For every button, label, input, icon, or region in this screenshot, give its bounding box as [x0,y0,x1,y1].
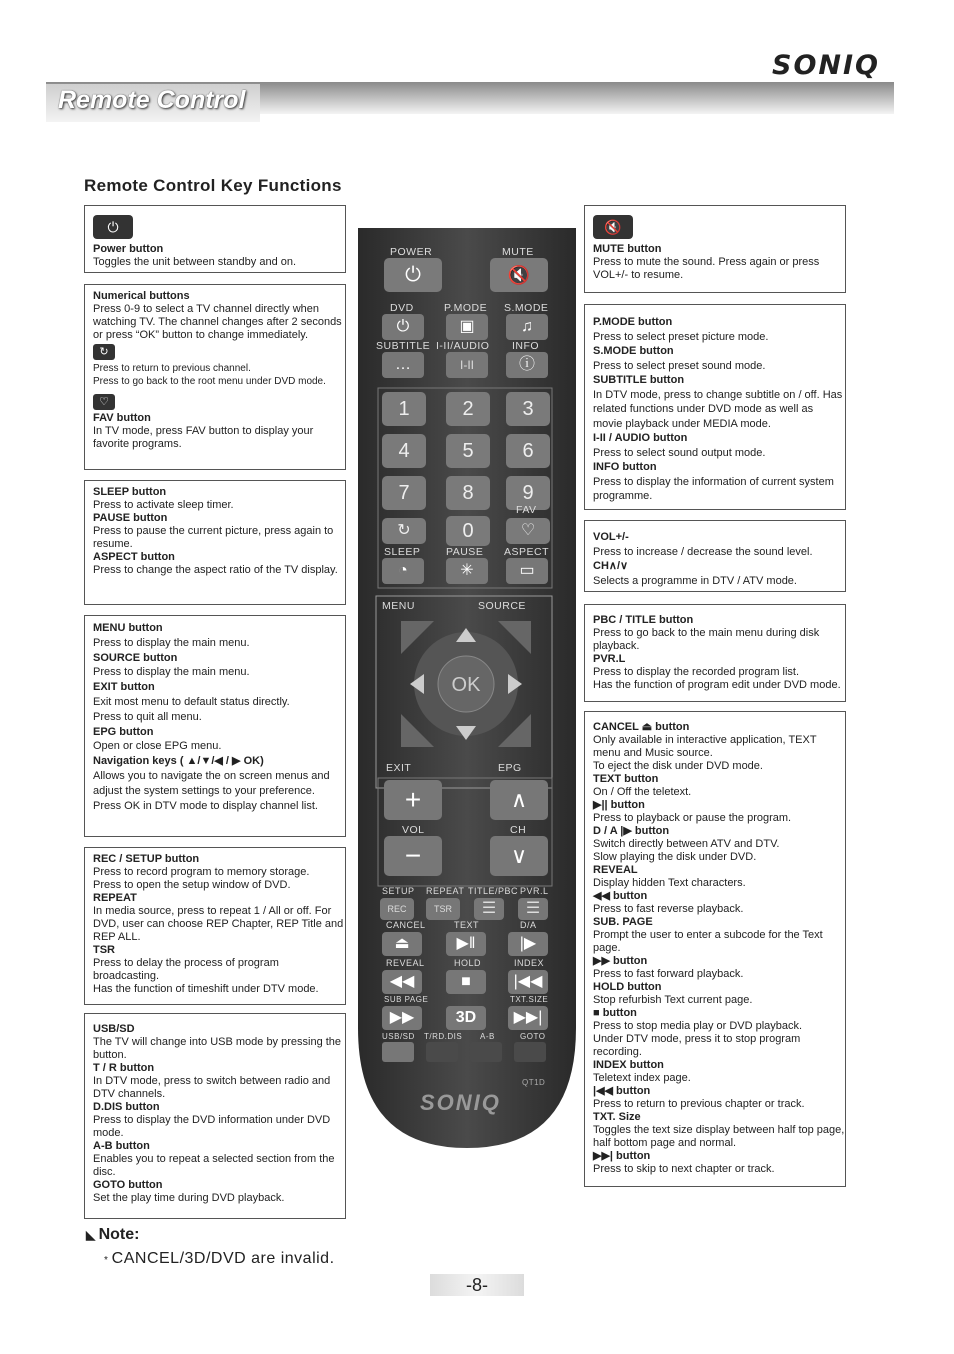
remote-pmode-key[interactable]: ▣ [446,314,488,340]
remote-label-aspect: ASPECT [504,546,550,558]
stop-title: ■ button [593,1007,637,1019]
section-title: Remote Control Key Functions [84,176,342,195]
subpage-title: SUB. PAGE [593,916,653,928]
ab-text: Enables you to repeat a selected section from the disc. [93,1153,335,1178]
remote-digit-8-key[interactable]: 8 [446,476,490,510]
pbc-box [584,604,846,702]
fav-title: FAV button [93,412,151,424]
sleep-box [84,480,346,605]
hold-text: Stop refurbish Text current page. [593,994,753,1006]
numeric-box [84,284,346,470]
ch-text: Selects a programme in DTV / ATV mode. [593,574,797,587]
remote-label-index: INDEX [514,958,545,968]
vol-box [584,520,846,592]
remote-digit-7-key[interactable]: 7 [382,476,426,510]
exit-title: EXIT button [93,681,155,694]
recall-text2: Press to go back to the root menu under DVD mode. [93,376,326,387]
info-text: Press to display the information of current system programme. [593,475,834,502]
remote-recall-key[interactable]: ↻ [382,518,426,544]
remote-digit-2-key[interactable]: 2 [446,392,490,426]
da-text2: Slow playing the disk under DVD. [593,851,757,863]
brand-logo: SONIQ [772,50,880,81]
remote-label-info: INFO [512,340,540,352]
usb-box [84,1013,346,1219]
rec-box [84,847,346,1005]
info-title: INFO button [593,461,657,473]
source-text: Press to display the main menu. [93,666,250,679]
remote-slow-key[interactable]: |▶ [508,932,548,956]
page-title: Remote Control [58,86,246,114]
remote-label-ch: CH [510,824,527,836]
remote-ch-up-key[interactable]: ∧ [490,780,548,820]
remote-label-fav: FAV [516,504,537,516]
remote-control [356,228,578,1150]
remote-label-repeat: REPEAT [426,886,465,896]
power-text: Toggles the unit between standby and on. [93,256,297,268]
reveal-title: REVEAL [593,864,638,876]
remote-ok-key[interactable]: OK [451,674,481,696]
fav-text: In TV mode, press FAV button to display your favorite programs. [93,425,314,450]
remote-ff-key[interactable]: ▶▶ [382,1006,422,1030]
remote-label-goto: GOTO [520,1032,546,1041]
nav-title: Navigation keys ( ▲/▼/◀ / ▶ OK) [93,755,264,768]
epg-title: EPG button [93,725,154,738]
remote-label-trodis: T/RD.DIS [424,1032,463,1041]
fav-icon: ♡ [93,394,115,410]
remote-vol-down-key[interactable]: − [384,836,442,876]
remote-digit-9-key[interactable]: 9 [506,476,550,510]
subtitle-text: In DTV mode, press to change subtitle on / off. Has related functions under DVD mode as well as movie playback under MEDIA mode. [593,388,843,430]
menu-box [84,615,346,837]
power-title: Power button [93,243,164,255]
remote-mute-key[interactable]: 🔇 [490,258,548,292]
remote-fav-key[interactable]: ♡ [506,518,550,544]
remote-label-text: TEXT [454,920,480,930]
prev-text: Press to return to previous chapter or track. [593,1098,805,1110]
ff-text: Press to fast forward playback. [593,968,744,980]
remote-digit-6-key[interactable]: 6 [506,434,550,468]
rec-text2: Press to open the setup window of DVD. [93,879,291,891]
usb-text: The TV will change into USB mode by pressing the button. [93,1036,342,1061]
remote-rew-key[interactable]: ◀◀ [382,970,422,994]
ddis-text: Press to display the DVD information under DVD mode. [93,1114,331,1139]
mute-text: Press to mute the sound. Press again or press VOL+/- to resume. [593,256,820,281]
prev-title: |◀◀ button [593,1085,651,1097]
ff-title: ▶▶ button [593,955,648,967]
remote-digit-5-key[interactable]: 5 [446,434,490,468]
remote-digit-4-key[interactable]: 4 [382,434,426,468]
remote-power-key[interactable]: ⏻ [384,258,442,292]
remote-audio-key[interactable]: I-II [446,352,488,378]
hold-title: HOLD button [593,981,662,993]
nav-text2: Press OK in DTV mode to display channel list. [93,799,318,812]
power-box [84,205,346,273]
remote-label-pause: PAUSE [446,546,484,558]
aspect-title: ASPECT button [93,551,175,563]
smode-text: Press to select preset sound mode. [593,359,766,372]
remote-label-menu: MENU [382,600,415,612]
pvrl-text2: Has the function of program edit under DVD mode. [593,679,841,691]
tsr-text: Press to delay the process of program broadcasting. [93,957,279,982]
remote-subtitle-key[interactable]: … [382,352,424,378]
remote-label-audio: I-II/AUDIO [436,340,490,352]
cancel-text: Only available in interactive application, TEXT menu and Music source. [593,734,817,759]
pause-text: Press to pause the current picture, press again to resume. [93,525,334,550]
stop-text2: Under DTV mode, press it to stop program recording. [593,1033,801,1058]
sleep-text: Press to activate sleep timer. [93,499,234,511]
remote-tr-key[interactable] [426,1042,458,1062]
index-title: INDEX button [593,1059,664,1071]
audio-title: I-II / AUDIO button [593,432,688,444]
remote-label-subpage: SUB PAGE [384,995,429,1004]
ab-title: A-B button [93,1140,150,1152]
remote-prev-key[interactable]: |◀◀ [508,970,548,994]
remote-goto-key[interactable] [514,1042,546,1062]
exit-text2: Press to quit all menu. [93,710,202,723]
recall-text: Press to return to previous channel. [93,363,251,374]
remote-pvrl-key[interactable]: ☰ [518,898,548,920]
ddis-title: D.DIS button [93,1101,160,1113]
remote-brand-logo: SONIQ [420,1090,501,1115]
remote-digit-3-key[interactable]: 3 [506,392,550,426]
rec-text: Press to record program to memory storage. [93,866,310,878]
remote-sleep-key[interactable]: ◔ [382,558,424,584]
remote-label-setup: SETUP [382,886,415,896]
pbc-text: Press to go back to the main menu during disk playback. [593,627,820,652]
remote-model: QT1D [522,1078,546,1087]
mute-box [584,205,846,293]
recall-icon: ↻ [93,344,115,360]
aspect-text: Press to change the aspect ratio of the TV display. [93,564,338,576]
txtsize-title: TXT. Size [593,1111,641,1123]
remote-ab-key[interactable] [470,1042,502,1062]
tsr-title: TSR [93,944,115,956]
txtsize-text: Toggles the text size display between half top page, half bottom page and normal. [593,1124,845,1149]
text-text: On / Off the teletext. [593,786,692,798]
numeric-title: Numerical buttons [93,290,190,302]
remote-vol-up-key[interactable]: + [384,780,442,820]
remote-usb-key[interactable] [382,1042,414,1062]
remote-rec-key[interactable]: REC [380,898,414,920]
remote-label-pvrl: PVR.L [520,886,549,896]
remote-3d-key[interactable]: 3D [446,1006,486,1030]
next-title: ▶▶| button [593,1150,651,1162]
remote-label-titlepbc: TITLE/PBC [468,886,519,896]
note-text: CANCEL/3D/DVD are invalid. [111,1250,335,1267]
remote-eject-key[interactable]: ⏏ [382,932,422,956]
pmode-title: P.MODE button [593,316,673,328]
da-title: D / A |▶ button [593,825,670,837]
remote-ch-down-key[interactable]: ∨ [490,836,548,876]
goto-text: Set the play time during DVD playback. [93,1192,285,1204]
remote-label-cancel: CANCEL [386,920,426,930]
pmode-box [584,304,846,510]
remote-label-hold: HOLD [454,958,482,968]
index-text: Teletext index page. [593,1072,691,1084]
pause-title: PAUSE button [93,512,168,524]
tr-title: T / R button [93,1062,155,1074]
page-number: -8- [430,1274,524,1296]
remote-label-subtitle: SUBTITLE [376,340,431,352]
remote-label-exit: EXIT [386,762,412,774]
goto-title: GOTO button [93,1179,163,1191]
remote-label-sleep: SLEEP [384,546,421,558]
cancel-title: CANCEL ⏏ button [593,721,690,733]
remote-label-dvd: DVD [390,302,414,314]
da-text: Switch directly between ATV and DTV. [593,838,780,850]
usb-title: USB/SD [93,1023,135,1035]
vol-title: VOL+/- [593,531,629,543]
numeric-text: Press 0-9 to select a TV channel directly when watching TV. The channel changes after 2 seconds or press “OK” button to change immediately. [93,303,342,341]
pvrl-title: PVR.L [593,653,626,665]
remote-info-key[interactable]: ⓘ [506,352,548,378]
remote-label-epg: EPG [498,762,522,774]
tsr-text2: Has the function of timeshift under DTV mode. [93,983,319,995]
subtitle-title: SUBTITLE button [593,374,685,386]
repeat-title: REPEAT [93,892,137,904]
remote-label-mute: MUTE [502,246,534,258]
epg-text: Open or close EPG menu. [93,740,222,753]
remote-label-reveal: REVEAL [386,958,425,968]
mute-icon: 🔇 [593,215,633,239]
nav-text: Allows you to navigate the on screen menus and adjust the system settings to your preference. [93,769,330,797]
pvrl-text: Press to display the recorded program list. [593,666,800,678]
remote-label-vol: VOL [402,824,425,836]
tr-text: In DTV mode, press to switch between radio and DTV channels. [93,1075,331,1100]
cancel-text2: To eject the disk under DVD mode. [593,760,763,772]
pmode-text: Press to select preset picture mode. [593,330,769,343]
remote-label-usbsd: USB/SD [382,1032,415,1041]
audio-text: Press to select sound output mode. [593,446,766,459]
rew-text: Press to fast reverse playback. [593,903,744,915]
vol-text: Press to increase / decrease the sound level. [593,545,813,558]
note-heading-text: Note: [98,1226,140,1243]
note-arrow-icon: ◣ [86,1228,99,1242]
remote-pause-key[interactable]: ✳ [446,558,488,584]
remote-label-source: SOURCE [478,600,526,612]
note-heading [86,1226,139,1244]
rec-title: REC / SETUP button [93,853,200,865]
source-title: SOURCE button [93,651,178,664]
note-text-line [104,1250,335,1268]
remote-title-key[interactable]: ☰ [474,898,504,920]
menu-text: Press to display the main menu. [93,636,250,649]
remote-tsr-key[interactable]: TSR [426,898,460,920]
playpause-text: Press to playback or pause the program. [593,812,792,824]
remote-label-da: D/A [520,920,537,930]
remote-label-power: POWER [390,246,433,258]
subpage-text: Prompt the user to enter a subcode for the Text page. [593,929,823,954]
stop-text: Press to stop media play or DVD playback. [593,1020,803,1032]
cancel-box [584,711,846,1187]
remote-digit-1-key[interactable]: 1 [382,392,426,426]
remote-playpause-key[interactable]: ▶‖ [446,932,486,956]
rew-title: ◀◀ button [593,890,648,902]
remote-dvd-key[interactable]: ⏻ [382,314,424,340]
remote-label-smode: S.MODE [504,302,549,314]
remote-aspect-key[interactable]: ▭ [506,558,548,584]
remote-label-pmode: P.MODE [444,302,488,314]
sleep-title: SLEEP button [93,486,167,498]
pbc-title: PBC / TITLE button [593,614,694,626]
ch-title: CH∧/∨ [593,560,629,572]
remote-next-key[interactable]: ▶▶| [508,1006,548,1030]
note-asterisk-icon: * [104,1255,112,1266]
repeat-text: In media source, press to repeat 1 / All or off. For DVD, user can choose REP Chapter, REP Title and REP ALL. [93,905,344,943]
remote-smode-key[interactable]: ♫ [506,314,548,340]
exit-text: Exit most menu to default status directly. [93,695,290,708]
next-text: Press to skip to next chapter or track. [593,1163,775,1175]
remote-stop-key[interactable]: ■ [446,970,486,994]
remote-label-txtsize: TXT.SIZE [510,995,549,1004]
reveal-text: Display hidden Text characters. [593,877,746,889]
menu-title: MENU button [93,622,163,634]
text-title: TEXT button [593,773,659,785]
remote-digit-0-key[interactable]: 0 [446,516,490,546]
remote-label-ab: A-B [480,1032,495,1041]
power-icon: ⏻ [93,215,133,239]
mute-title: MUTE button [593,243,662,255]
smode-title: S.MODE button [593,345,674,357]
playpause-title: ▶|| button [593,799,645,811]
